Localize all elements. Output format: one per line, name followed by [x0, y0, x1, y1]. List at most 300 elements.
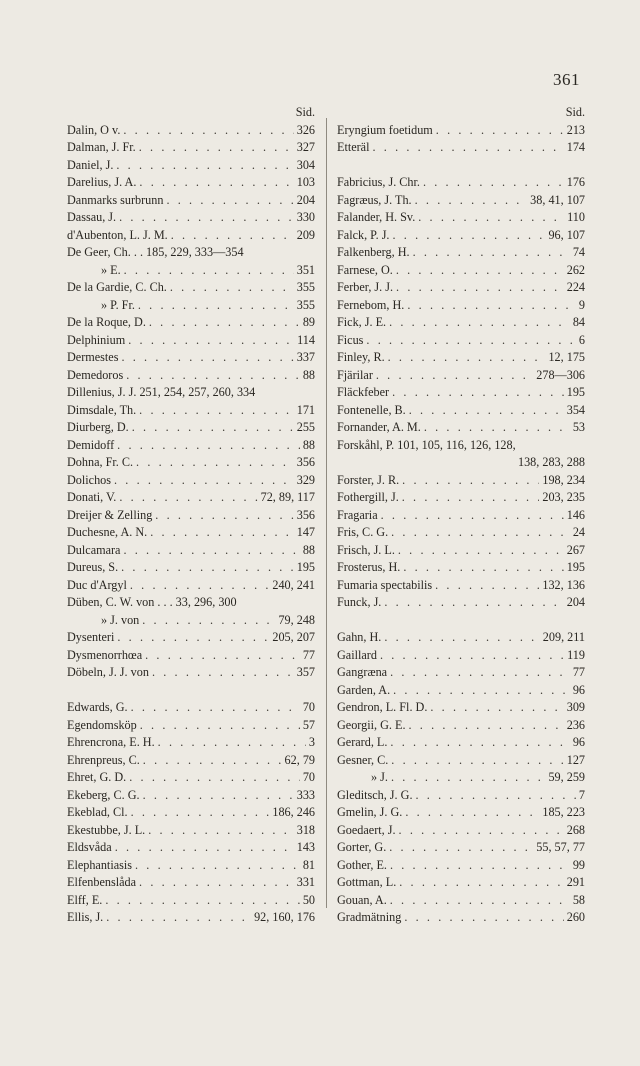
- dot-leader: [424, 419, 570, 437]
- entry-name: Fläckfeber: [337, 385, 390, 399]
- dot-leader: [155, 507, 293, 525]
- index-entry: [67, 384, 315, 402]
- dot-leader: [123, 122, 293, 140]
- index-entry: [67, 332, 315, 350]
- entry-pages: 260: [566, 910, 585, 924]
- dot-leader: [139, 139, 294, 157]
- index-entry: [67, 122, 315, 140]
- dot-leader: [381, 507, 564, 525]
- dot-leader: [170, 279, 294, 297]
- entry-pages: 9: [578, 297, 585, 312]
- entry-name: Fris, C. G.: [337, 525, 389, 539]
- dot-leader: [388, 349, 546, 367]
- entry-name: Dureus, S.: [67, 560, 119, 574]
- entry-pages: 96: [572, 735, 585, 749]
- entry-pages: 84: [572, 315, 585, 329]
- entry-name: Elff, E.: [67, 892, 103, 907]
- entry-name: Frisch, J. L.: [337, 542, 395, 557]
- entry-pages: 50: [302, 892, 315, 907]
- dot-leader: [150, 524, 294, 542]
- entry-name: Gangræna: [337, 665, 388, 679]
- entry-name: Dimsdale, Th.: [67, 402, 137, 417]
- entry-name: Georgii, G. E.: [337, 717, 406, 732]
- entry-name: Gradmätning: [337, 910, 402, 924]
- index-entry: [67, 787, 315, 805]
- entry-name: De la Gardie, C. Ch.: [67, 280, 167, 294]
- entry-pages: 7: [578, 787, 585, 802]
- entry-pages: 62, 79: [284, 752, 315, 767]
- entry-pages: 326: [296, 122, 315, 137]
- entry-pages: 354: [566, 402, 585, 417]
- dot-leader: [131, 804, 270, 822]
- dot-leader: [402, 489, 540, 507]
- dot-leader: [392, 227, 545, 245]
- index-entry: [67, 909, 315, 927]
- entry-name: Daniel, J.: [67, 157, 114, 172]
- entry-pages: 304: [296, 157, 315, 172]
- entry-name: Gorter, G.: [337, 840, 387, 854]
- entry-pages: 81: [302, 857, 315, 872]
- dot-leader: [384, 594, 563, 612]
- entry-name: Frosterus, H.: [337, 560, 401, 574]
- entry-pages: 176: [566, 175, 585, 189]
- dot-leader: [396, 262, 564, 280]
- entry-pages: 59, 259: [548, 770, 585, 784]
- dot-leader: [402, 472, 539, 490]
- index-group-f: [337, 174, 585, 612]
- entry-pages: 74: [572, 245, 585, 259]
- index-entry: [337, 174, 585, 192]
- entry-pages: 70: [302, 770, 315, 784]
- index-entry: [337, 507, 585, 525]
- index-entry: [337, 472, 585, 490]
- dot-leader: [138, 297, 294, 315]
- dot-leader: [139, 874, 294, 892]
- dot-leader: [128, 332, 294, 350]
- index-entry: [337, 874, 585, 892]
- entry-pages: 331: [296, 875, 315, 889]
- entry-name: Demedoros: [67, 367, 124, 382]
- dot-leader: [121, 349, 293, 367]
- dot-leader: [407, 297, 576, 315]
- dot-leader: [117, 437, 300, 455]
- dot-leader: [114, 472, 294, 490]
- dot-leader: [116, 157, 293, 175]
- dot-leader: [139, 402, 294, 420]
- dot-leader: [124, 262, 294, 280]
- index-entry: [67, 367, 315, 385]
- index-group-d: [67, 122, 315, 682]
- index-entry: [67, 507, 315, 525]
- index-entry: [337, 419, 585, 437]
- entry-pages: 268: [566, 822, 585, 837]
- dot-leader: [399, 874, 563, 892]
- entry-name: Donati, V.: [67, 490, 117, 504]
- index-entry: [67, 157, 315, 175]
- entry-pages: 55, 57, 77: [536, 840, 585, 854]
- dot-leader: [105, 892, 299, 910]
- dot-leader: [416, 787, 576, 805]
- index-group-g: [337, 629, 585, 927]
- index-entry: [337, 699, 585, 717]
- entry-pages: 195: [566, 560, 585, 574]
- index-entry: [67, 227, 315, 245]
- entry-pages: 24: [572, 525, 585, 539]
- dot-leader: [131, 699, 300, 717]
- index-entry: [67, 559, 315, 577]
- entry-name: Dulcamara: [67, 542, 121, 557]
- index-entry: [337, 332, 585, 350]
- entry-pages: 6: [578, 332, 585, 347]
- entry-name: Dermestes: [67, 350, 119, 364]
- index-entry: [337, 594, 585, 612]
- dot-leader: [418, 209, 564, 227]
- index-entry: [67, 524, 315, 542]
- entry-name: Gleditsch, J. G.: [337, 787, 413, 802]
- entry-name: Ferber, J. J.: [337, 280, 394, 294]
- index-entry: [67, 314, 315, 332]
- index-entry: [67, 717, 315, 735]
- entry-pages: 3: [308, 735, 315, 749]
- entry-name: » E.: [101, 262, 121, 277]
- index-entry: [67, 437, 315, 455]
- dot-leader: [143, 752, 282, 770]
- index-entry: [337, 717, 585, 735]
- entry-name: d'Aubenton, L. J. M.: [67, 227, 168, 242]
- dot-leader: [399, 822, 564, 840]
- entry-pages: 240, 241: [272, 577, 315, 592]
- entry-name: » J. von: [101, 612, 140, 627]
- entry-pages: 209, 211: [542, 630, 585, 644]
- entry-pages: 291: [566, 875, 585, 889]
- index-entry: [337, 769, 585, 787]
- entry-pages: 355: [296, 280, 315, 294]
- index-entry: [67, 874, 315, 892]
- entry-pages: 79, 248: [278, 612, 315, 627]
- dot-leader: [119, 209, 294, 227]
- index-entry: [67, 349, 315, 367]
- index-entry: [337, 489, 585, 507]
- entry-name: Danmarks surbrunn: [67, 192, 164, 207]
- index-entry: [337, 664, 585, 682]
- entry-name: Dalin, O v.: [67, 122, 121, 137]
- entry-pages: 351: [296, 262, 315, 277]
- entry-pages: 203, 235: [542, 490, 585, 504]
- dot-leader: [372, 139, 563, 157]
- index-entry: [67, 279, 315, 297]
- index-group-e-cont: [337, 122, 585, 157]
- entry-name: Forskåhl, P. 101, 105, 116, 126, 128,: [337, 437, 516, 452]
- index-entry: [337, 314, 585, 332]
- entry-name: Ehret, G. D.: [67, 770, 127, 784]
- index-entry: [337, 559, 585, 577]
- entry-pages: 96, 107: [548, 227, 585, 242]
- entry-name: Gottman, L.: [337, 875, 397, 889]
- index-entry: [67, 192, 315, 210]
- entry-pages: 318: [296, 822, 315, 837]
- entry-name: Dohna, Fr. C.: [67, 455, 134, 469]
- dot-leader: [435, 577, 539, 595]
- entry-pages: 127: [566, 752, 585, 767]
- entry-name: Fernebom, H.: [337, 297, 405, 312]
- entry-pages: 143: [296, 840, 315, 854]
- dot-leader: [123, 542, 299, 560]
- entry-pages: 110: [567, 210, 585, 224]
- index-entry: [67, 402, 315, 420]
- index-entry: [337, 209, 585, 227]
- index-entry: [337, 857, 585, 875]
- dot-leader: [171, 227, 294, 245]
- entry-pages: 96: [572, 682, 585, 697]
- entry-name: Ellis, J.: [67, 910, 104, 924]
- index-entry: [337, 682, 585, 700]
- index-entry: [337, 787, 585, 805]
- entry-name: Elfenbenslåda: [67, 875, 137, 889]
- dot-leader: [384, 629, 539, 647]
- dot-leader: [430, 699, 563, 717]
- dot-leader: [390, 734, 569, 752]
- entry-name: » J.: [371, 770, 388, 784]
- entry-pages: 147: [296, 525, 315, 539]
- entry-name: Fagræus, J. Th.: [337, 192, 412, 207]
- dot-leader: [143, 787, 294, 805]
- index-entry: [337, 524, 585, 542]
- dot-leader: [390, 892, 570, 910]
- dot-leader: [391, 769, 546, 787]
- entry-pages: 204: [296, 192, 315, 207]
- index-entry: [337, 227, 585, 245]
- dot-leader: [130, 577, 269, 595]
- dot-leader: [404, 909, 563, 927]
- entry-pages: 267: [566, 542, 585, 557]
- index-entry: [67, 489, 315, 507]
- entry-name: Farnese, O.: [337, 262, 393, 277]
- index-entry: [337, 839, 585, 857]
- dot-leader: [145, 647, 300, 665]
- entry-pages: 119: [567, 647, 585, 662]
- entry-pages: 171: [296, 402, 315, 417]
- entry-name: Dysmenorrhœa: [67, 647, 143, 662]
- index-entry: [337, 647, 585, 665]
- dot-leader: [117, 629, 269, 647]
- group-spacer: [337, 612, 585, 630]
- group-spacer: [337, 157, 585, 175]
- index-entry: [337, 454, 585, 472]
- entry-name: De Geer, Ch. . . 185, 229, 333—354: [67, 245, 244, 259]
- dot-leader: [152, 664, 294, 682]
- entry-pages: 195: [566, 385, 585, 399]
- entry-pages: 195: [296, 560, 315, 574]
- entry-name: Dysenteri: [67, 630, 115, 644]
- entry-pages: 185, 223: [542, 805, 585, 819]
- entry-name: Dillenius, J. J. 251, 254, 257, 260, 334: [67, 385, 256, 399]
- entry-pages: 186, 246: [272, 805, 315, 819]
- dot-leader: [436, 122, 564, 140]
- dot-leader: [403, 559, 563, 577]
- index-entry: [67, 139, 315, 157]
- entry-pages: 89: [302, 315, 315, 329]
- entry-pages: 255: [296, 420, 315, 434]
- dot-leader: [391, 524, 570, 542]
- dot-leader: [415, 192, 528, 210]
- entry-pages: 337: [296, 350, 315, 364]
- index-column-left: [67, 104, 315, 927]
- entry-name: Duc d'Argyl: [67, 577, 127, 592]
- entry-pages: 213: [566, 122, 585, 137]
- entry-pages: 278—306: [536, 367, 585, 382]
- page-number: 361: [553, 70, 580, 89]
- index-entry: [67, 244, 315, 262]
- entry-name: Fontenelle, B.: [337, 402, 406, 417]
- entry-name: Dassau, J.: [67, 210, 117, 224]
- index-entry: [67, 594, 315, 612]
- entry-name: Ehrencrona, E. H.: [67, 735, 155, 749]
- dot-leader: [140, 717, 300, 735]
- entry-name: Dolichos: [67, 472, 112, 487]
- entry-name: Gother, E.: [337, 857, 387, 872]
- entry-pages: 88: [302, 437, 315, 452]
- entry-pages: 146: [566, 507, 585, 522]
- entry-name: Ekestubbe, J. L.: [67, 822, 146, 837]
- entry-name: Goedaert, J.: [337, 822, 396, 837]
- entry-pages: 309: [566, 700, 585, 714]
- index-entry: [67, 472, 315, 490]
- index-entry: [67, 822, 315, 840]
- entry-pages: 224: [566, 280, 585, 294]
- entry-pages: 333: [296, 787, 315, 802]
- entry-pages: 57: [302, 717, 315, 732]
- dot-leader: [409, 402, 564, 420]
- dot-leader: [405, 804, 539, 822]
- entry-name: Darelius, J. A.: [67, 175, 137, 189]
- entry-pages: 138, 283, 288: [517, 455, 585, 469]
- entry-name: » P. Fr.: [101, 297, 135, 312]
- entry-pages: 327: [296, 140, 315, 154]
- entry-pages: 356: [296, 507, 315, 522]
- entry-name: Demidoff: [67, 437, 115, 452]
- index-entry: [67, 752, 315, 770]
- index-entry: [337, 734, 585, 752]
- dot-leader: [409, 717, 564, 735]
- index-entry: [337, 279, 585, 297]
- entry-pages: 92, 160, 176: [254, 910, 315, 924]
- dot-leader: [142, 612, 275, 630]
- entry-name: Fick, J. E.: [337, 315, 387, 329]
- index-entry: [337, 752, 585, 770]
- index-entry: [337, 262, 585, 280]
- entry-name: Forster, J. R.: [337, 472, 400, 487]
- column-header-sid: Sid.: [295, 105, 315, 119]
- entry-name: Döbeln, J. J. von: [67, 665, 149, 679]
- dot-leader: [119, 489, 257, 507]
- dot-leader: [148, 822, 294, 840]
- entry-pages: 198, 234: [542, 472, 585, 487]
- entry-pages: 88: [302, 542, 315, 557]
- index-entry: [67, 629, 315, 647]
- index-entry: [337, 139, 585, 157]
- dot-leader: [129, 769, 300, 787]
- entry-name: Gmelin, J. G.: [337, 805, 403, 819]
- index-entry: [337, 542, 585, 560]
- column-divider: [326, 118, 327, 908]
- entry-name: Edwards, G.: [67, 700, 128, 714]
- index-column-right: [337, 104, 585, 927]
- dot-leader: [126, 367, 300, 385]
- entry-name: Finley, R.: [337, 350, 385, 364]
- entry-pages: 330: [296, 210, 315, 224]
- entry-name: Delphinium: [67, 332, 126, 347]
- index-entry: [337, 349, 585, 367]
- index-entry: [337, 804, 585, 822]
- dot-leader: [106, 909, 251, 927]
- index-entry: [337, 122, 585, 140]
- dot-leader: [121, 559, 294, 577]
- index-entry: [67, 804, 315, 822]
- dot-leader: [376, 367, 533, 385]
- entry-name: Gaillard: [337, 647, 377, 662]
- entry-pages: 209: [296, 227, 315, 242]
- dot-leader: [392, 384, 564, 402]
- entry-pages: 132, 136: [542, 577, 585, 592]
- index-entry: [67, 612, 315, 630]
- entry-name: Düben, C. W. von . . . 33, 296, 300: [67, 595, 237, 609]
- dot-leader: [139, 174, 293, 192]
- index-entry: [67, 699, 315, 717]
- dot-leader: [380, 647, 564, 665]
- dot-leader: [166, 192, 293, 210]
- index-entry: [67, 419, 315, 437]
- entry-name: Fornander, A. M.: [337, 420, 421, 434]
- entry-name: Fumaria spectabilis: [337, 577, 433, 592]
- entry-name: Duchesne, A. N.: [67, 525, 148, 539]
- index-entry: [337, 367, 585, 385]
- entry-name: De la Roque, D.: [67, 315, 146, 329]
- entry-name: Egendomsköp: [67, 717, 137, 732]
- entry-pages: 103: [296, 175, 315, 189]
- entry-name: Diurberg, D.: [67, 420, 129, 434]
- entry-pages: 236: [566, 717, 585, 732]
- index-entry: [337, 244, 585, 262]
- entry-pages: 53: [572, 420, 585, 434]
- entry-name: Etteräl: [337, 140, 370, 154]
- entry-name: Gahn, H.: [337, 630, 382, 644]
- index-group-e: [67, 699, 315, 927]
- entry-pages: 72, 89, 117: [260, 490, 315, 504]
- column-header-sid: Sid.: [565, 105, 585, 119]
- entry-name: Garden, A.: [337, 682, 391, 697]
- index-entry: [67, 647, 315, 665]
- entry-name: Elephantiasis: [67, 857, 132, 872]
- index-entry: [67, 734, 315, 752]
- entry-pages: 205, 207: [272, 630, 315, 644]
- entry-name: Fabricius, J. Chr.: [337, 175, 420, 189]
- group-spacer: [67, 682, 315, 700]
- entry-pages: 329: [296, 472, 315, 487]
- entry-name: Fragaria: [337, 507, 378, 522]
- index-entry: [67, 297, 315, 315]
- entry-name: Falander, H. Sv.: [337, 210, 416, 224]
- entry-name: Eryngium foetidum: [337, 122, 433, 137]
- index-entry: [337, 297, 585, 315]
- entry-pages: 114: [297, 332, 315, 347]
- entry-name: Gendron, L. Fl. D.: [337, 700, 428, 714]
- dot-leader: [413, 244, 570, 262]
- dot-leader: [115, 839, 294, 857]
- dot-leader: [396, 279, 564, 297]
- index-entry: [67, 262, 315, 280]
- index-entry: [67, 454, 315, 472]
- index-entry: [337, 822, 585, 840]
